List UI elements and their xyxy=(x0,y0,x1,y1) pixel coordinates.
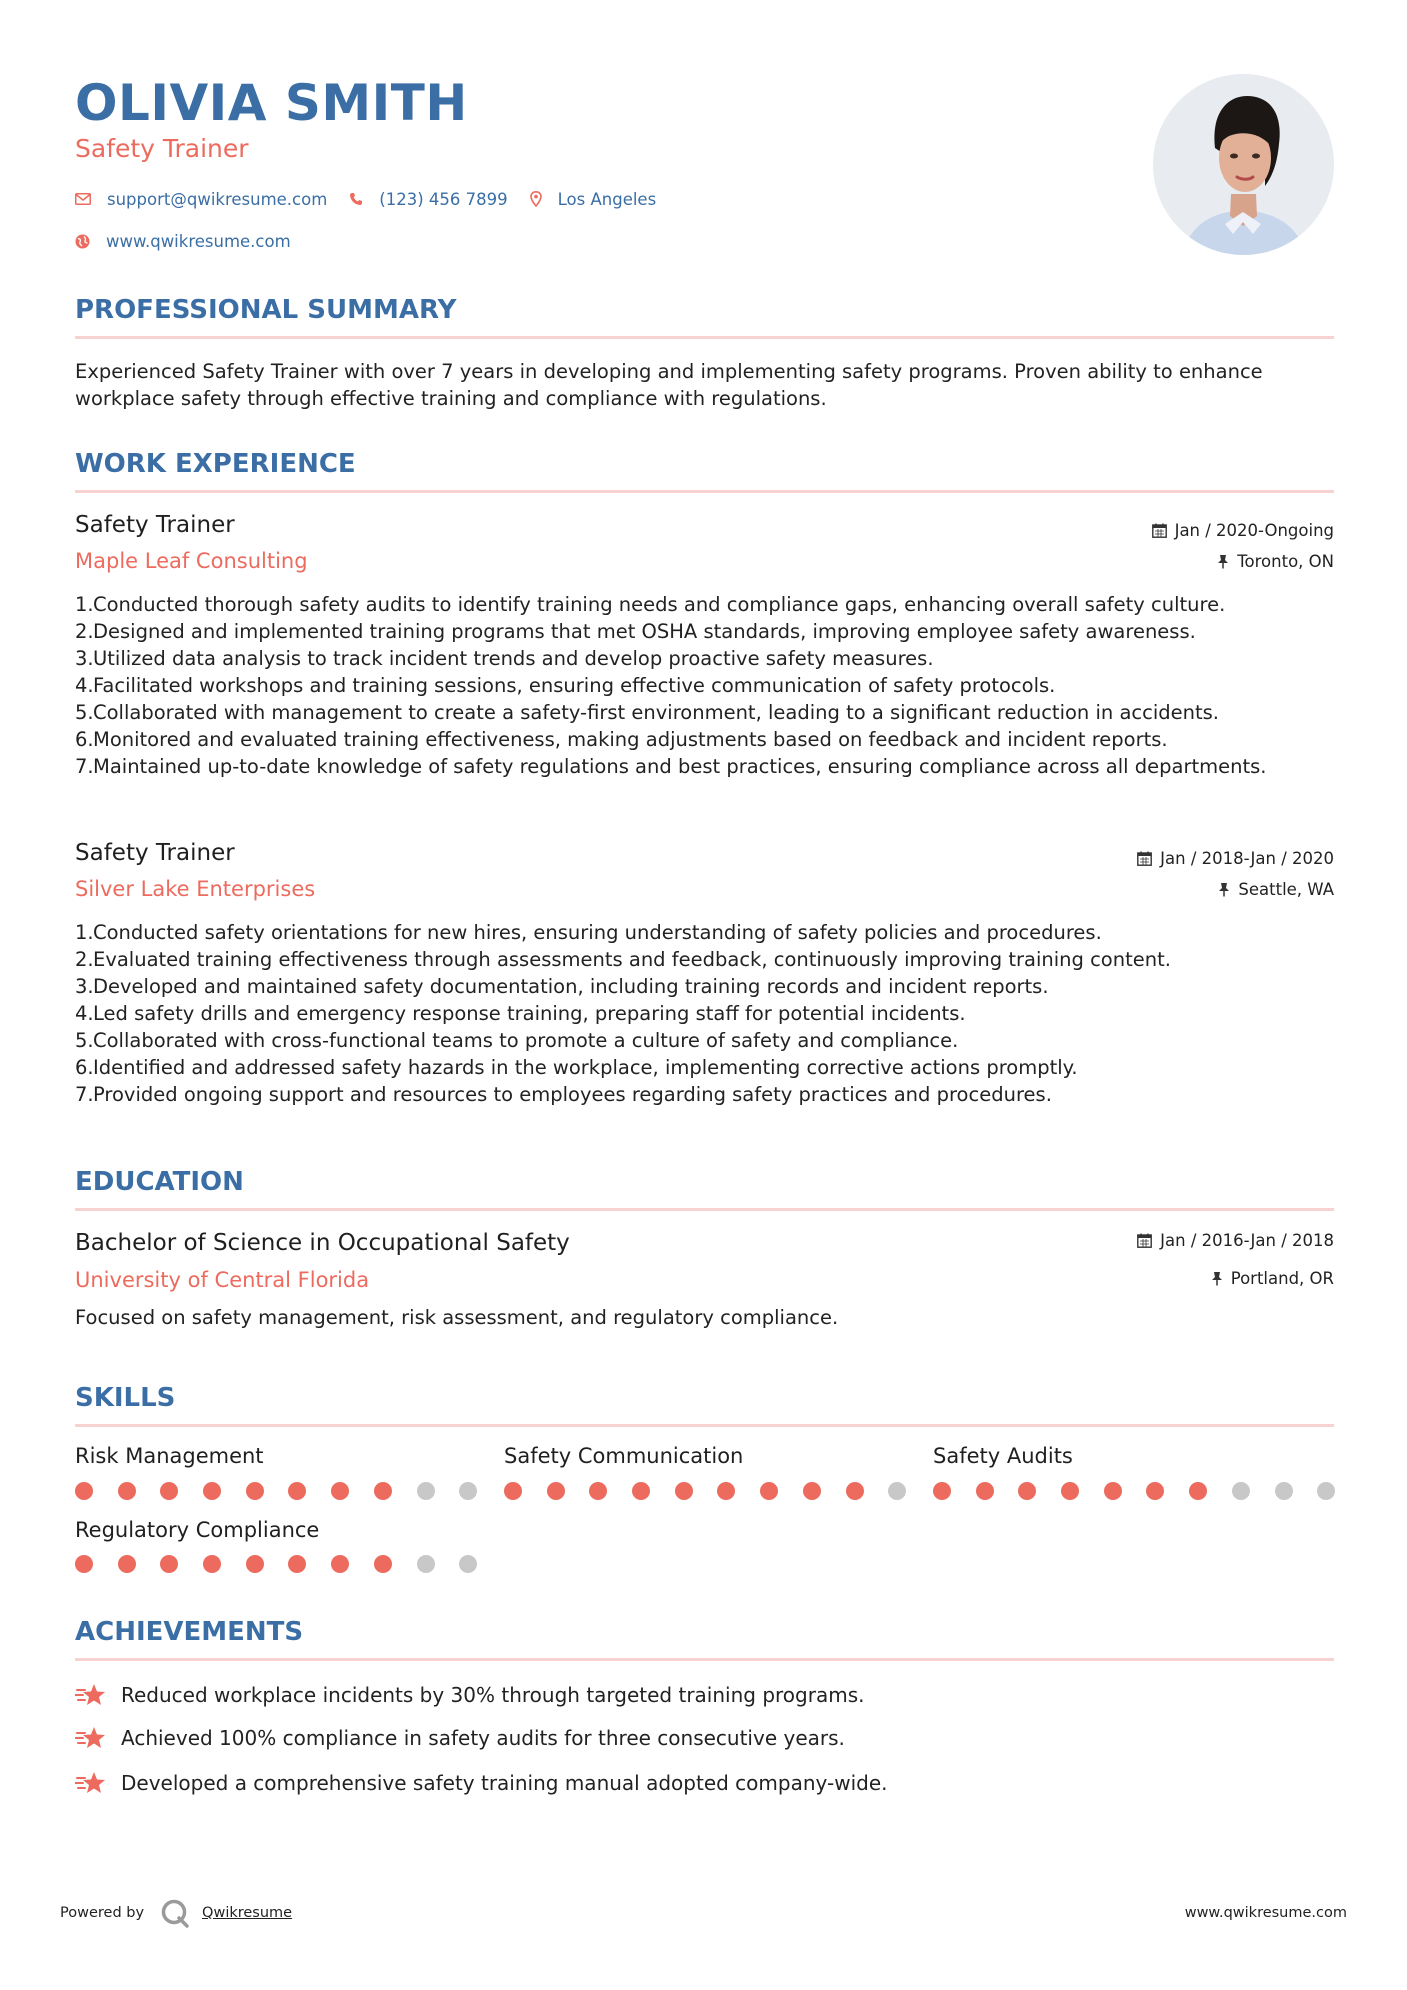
job-2-title: Safety Trainer xyxy=(75,840,235,866)
powered-by-label: Powered by xyxy=(60,1905,145,1921)
pushpin-icon xyxy=(1218,882,1230,897)
bullet-text: Developed and maintained safety documentation, including training records and incident reports. xyxy=(93,975,1049,998)
experience-heading: WORK EXPERIENCE xyxy=(75,449,356,479)
rating-dot-filled xyxy=(846,1482,864,1500)
rating-dot-filled xyxy=(374,1555,392,1573)
rating-dot-filled xyxy=(331,1555,349,1573)
skill-1-name: Risk Management xyxy=(75,1444,264,1468)
rating-dot-filled xyxy=(1189,1482,1207,1500)
rating-dot-filled xyxy=(75,1482,93,1500)
achievement-item xyxy=(75,1682,864,1708)
list-item: 2. Evaluated training effectiveness through assessments and feedback, continuously improving training content. xyxy=(75,948,1171,971)
rating-dot-filled xyxy=(760,1482,778,1500)
rating-dot-filled xyxy=(288,1482,306,1500)
bullet-text: Monitored and evaluated training effectiveness, making adjustments based on feedback and incident reports. xyxy=(93,728,1168,751)
achievements-divider xyxy=(75,1658,1334,1661)
contact-website[interactable] xyxy=(75,232,291,251)
education-date-text: Jan / 2016-Jan / 2018 xyxy=(1160,1231,1334,1250)
summary-divider xyxy=(75,336,1334,339)
education-heading: EDUCATION xyxy=(75,1167,244,1197)
calendar-icon xyxy=(1152,523,1167,538)
skill-1-rating xyxy=(75,1482,477,1500)
list-item: 6. Monitored and evaluated training effectiveness, making adjustments based on feedback and incident reports. xyxy=(75,728,1168,751)
rating-dot-empty xyxy=(459,1555,477,1573)
rating-dot-filled xyxy=(1104,1482,1122,1500)
rating-dot-filled xyxy=(803,1482,821,1500)
education-degree: Bachelor of Science in Occupational Safety xyxy=(75,1230,570,1256)
contact-phone[interactable] xyxy=(349,190,507,209)
rating-dot-filled xyxy=(118,1482,136,1500)
education-divider xyxy=(75,1208,1334,1211)
list-item: 5. Collaborated with cross-functional teams to promote a culture of safety and compliance. xyxy=(75,1029,959,1052)
qwikresume-logo-icon xyxy=(160,1898,190,1928)
education-description: Focused on safety management, risk assessment, and regulatory compliance. xyxy=(75,1306,839,1329)
envelope-icon xyxy=(75,193,91,205)
rating-dot-filled xyxy=(160,1555,178,1573)
job-1-date xyxy=(1152,521,1334,540)
list-item: 7. Provided ongoing support and resources to employees regarding safety practices and procedures. xyxy=(75,1083,1052,1106)
rating-dot-empty xyxy=(417,1482,435,1500)
rating-dot-filled xyxy=(75,1555,93,1573)
bullet-text: Provided ongoing support and resources to employees regarding safety practices and procedures. xyxy=(93,1083,1052,1106)
job-1-date-text: Jan / 2020-Ongoing xyxy=(1174,521,1334,540)
achievement-text: Developed a comprehensive safety training manual adopted company-wide. xyxy=(121,1771,888,1795)
email-text[interactable]: support@qwikresume.com xyxy=(107,189,328,209)
bullet-text: Collaborated with cross-functional teams to promote a culture of safety and compliance. xyxy=(93,1029,959,1052)
skill-3-name: Safety Audits xyxy=(933,1444,1073,1468)
bullet-text: Facilitated workshops and training sessions, ensuring effective communication of safety protocols. xyxy=(93,674,1056,697)
job-2-bullets xyxy=(75,919,1334,1108)
experience-divider xyxy=(75,490,1334,493)
skill-4-rating xyxy=(75,1555,477,1573)
job-2-date xyxy=(1137,849,1334,868)
job-2-company: Silver Lake Enterprises xyxy=(75,877,316,901)
list-item: 7. Maintained up-to-date knowledge of safety regulations and best practices, ensuring compliance across all departments. xyxy=(75,755,1267,778)
shooting-star-icon xyxy=(75,1682,107,1708)
education-school: University of Central Florida xyxy=(75,1268,370,1292)
skill-2-name: Safety Communication xyxy=(504,1444,744,1468)
contact-email[interactable] xyxy=(75,190,327,209)
rating-dot-filled xyxy=(160,1482,178,1500)
education-location-text: Portland, OR xyxy=(1230,1269,1334,1288)
rating-dot-filled xyxy=(632,1482,650,1500)
achievement-text: Reduced workplace incidents by 30% through targeted training programs. xyxy=(121,1683,865,1707)
qwikresume-link[interactable]: Qwikresume xyxy=(202,1905,293,1921)
contact-row-secondary xyxy=(75,229,313,253)
rating-dot-empty xyxy=(1232,1482,1250,1500)
rating-dot-empty xyxy=(417,1555,435,1573)
rating-dot-filled xyxy=(374,1482,392,1500)
rating-dot-filled xyxy=(246,1555,264,1573)
list-item: 2. Designed and implemented training programs that met OSHA standards, improving employee safety awareness. xyxy=(75,620,1196,643)
rating-dot-filled xyxy=(1146,1482,1164,1500)
profile-photo xyxy=(1153,74,1334,255)
rating-dot-filled xyxy=(203,1555,221,1573)
phone-icon xyxy=(349,192,363,206)
bullet-text: Conducted safety orientations for new hires, ensuring understanding of safety policies and procedures. xyxy=(93,921,1102,944)
job-2-location-text: Seattle, WA xyxy=(1238,880,1334,899)
list-item: 1. Conducted thorough safety audits to identify training needs and compliance gaps, enhancing overall safety culture. xyxy=(75,593,1226,616)
skill-2-rating xyxy=(504,1482,906,1500)
calendar-icon xyxy=(1137,851,1152,866)
job-1-title: Safety Trainer xyxy=(75,512,235,538)
skills-heading: SKILLS xyxy=(75,1383,176,1413)
shooting-star-icon xyxy=(75,1725,107,1751)
education-location xyxy=(1211,1269,1334,1288)
candidate-name: OLIVIA SMITH xyxy=(75,74,468,132)
job-1-location-text: Toronto, ON xyxy=(1237,552,1334,571)
achievement-item xyxy=(75,1725,845,1751)
bullet-text: Collaborated with management to create a safety-first environment, leading to a significant reduction in accidents. xyxy=(93,701,1220,724)
bullet-text: Conducted thorough safety audits to identify training needs and compliance gaps, enhancing overall safety culture. xyxy=(93,593,1226,616)
rating-dot-filled xyxy=(118,1555,136,1573)
rating-dot-filled xyxy=(1018,1482,1036,1500)
shooting-star-icon xyxy=(75,1770,107,1796)
job-2-location xyxy=(1218,880,1334,899)
rating-dot-filled xyxy=(933,1482,951,1500)
globe-icon xyxy=(75,234,90,249)
achievements-heading: ACHIEVEMENTS xyxy=(75,1617,304,1647)
rating-dot-filled xyxy=(589,1482,607,1500)
list-item: 6. Identified and addressed safety hazards in the workplace, implementing corrective actions promptly. xyxy=(75,1056,1078,1079)
phone-text[interactable]: (123) 456 7899 xyxy=(379,189,508,209)
rating-dot-filled xyxy=(547,1482,565,1500)
achievement-text: Achieved 100% compliance in safety audits for three consecutive years. xyxy=(121,1726,845,1750)
skill-4-name: Regulatory Compliance xyxy=(75,1518,320,1542)
contact-row-primary xyxy=(75,187,678,211)
list-item: 4. Led safety drills and emergency response training, preparing staff for potential incidents. xyxy=(75,1002,966,1025)
job-1-location xyxy=(1217,552,1334,571)
list-item: 3. Utilized data analysis to track incident trends and develop proactive safety measures. xyxy=(75,647,934,670)
rating-dot-filled xyxy=(675,1482,693,1500)
calendar-icon xyxy=(1137,1233,1152,1248)
pushpin-icon xyxy=(1211,1271,1223,1286)
contact-location xyxy=(530,190,657,209)
skills-divider xyxy=(75,1424,1334,1427)
bullet-text: Evaluated training effectiveness through assessments and feedback, continuously improving training content. xyxy=(93,948,1171,971)
bullet-text: Maintained up-to-date knowledge of safety regulations and best practices, ensuring compliance across all departments. xyxy=(93,755,1267,778)
rating-dot-empty xyxy=(1275,1482,1293,1500)
bullet-text: Identified and addressed safety hazards in the workplace, implementing corrective actions promptly. xyxy=(93,1056,1078,1079)
bullet-text: Utilized data analysis to track incident trends and develop proactive safety measures. xyxy=(93,647,934,670)
summary-heading: PROFESSIONAL SUMMARY xyxy=(75,295,457,325)
job-1-bullets xyxy=(75,591,1334,780)
list-item: 5. Collaborated with management to create a safety-first environment, leading to a significant reduction in accidents. xyxy=(75,701,1220,724)
bullet-text: Designed and implemented training programs that met OSHA standards, improving employee safety awareness. xyxy=(93,620,1196,643)
resume-page xyxy=(75,0,1334,1990)
bullet-text: Led safety drills and emergency response training, preparing staff for potential incidents. xyxy=(93,1002,966,1025)
rating-dot-filled xyxy=(203,1482,221,1500)
candidate-title: Safety Trainer xyxy=(75,134,249,163)
list-item: 1. Conducted safety orientations for new hires, ensuring understanding of safety policies and procedures. xyxy=(75,921,1102,944)
summary-text: Experienced Safety Trainer with over 7 years in developing and implementing safety programs. Proven ability to enhance workplace safety through effective training and compliance with regulations. xyxy=(75,360,1263,410)
job-1-company: Maple Leaf Consulting xyxy=(75,549,308,573)
footer-website[interactable]: www.qwikresume.com xyxy=(1184,1905,1347,1921)
rating-dot-filled xyxy=(1061,1482,1079,1500)
rating-dot-filled xyxy=(246,1482,264,1500)
achievement-item xyxy=(75,1770,887,1796)
rating-dot-filled xyxy=(504,1482,522,1500)
footer-powered-by xyxy=(60,1898,292,1928)
skill-3-rating xyxy=(933,1482,1335,1500)
website-text[interactable]: www.qwikresume.com xyxy=(106,231,291,251)
rating-dot-filled xyxy=(976,1482,994,1500)
rating-dot-empty xyxy=(459,1482,477,1500)
map-marker-icon xyxy=(530,191,542,207)
rating-dot-filled xyxy=(288,1555,306,1573)
location-text: Los Angeles xyxy=(557,189,657,209)
pushpin-icon xyxy=(1217,554,1229,569)
portrait-illustration xyxy=(1153,74,1334,255)
job-2-date-text: Jan / 2018-Jan / 2020 xyxy=(1160,849,1334,868)
rating-dot-empty xyxy=(1317,1482,1335,1500)
rating-dot-filled xyxy=(331,1482,349,1500)
rating-dot-filled xyxy=(717,1482,735,1500)
list-item: 4. Facilitated workshops and training sessions, ensuring effective communication of safety protocols. xyxy=(75,674,1056,697)
education-date xyxy=(1137,1231,1334,1250)
list-item: 3. Developed and maintained safety documentation, including training records and incident reports. xyxy=(75,975,1049,998)
rating-dot-empty xyxy=(888,1482,906,1500)
